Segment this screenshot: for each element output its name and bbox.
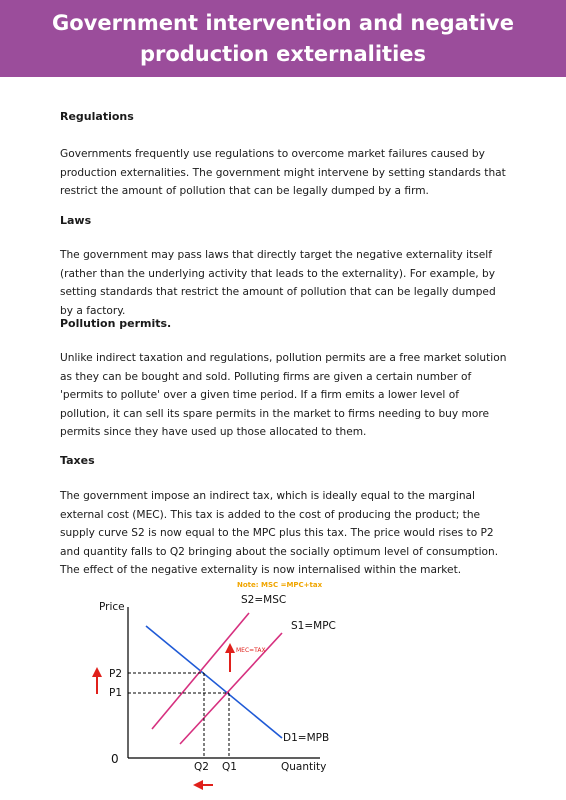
demand-curve-label: D1=MPB	[283, 732, 330, 744]
section-body-taxes: The government impose an indirect tax, which is ideally equal to the marginal external cost (MEC). This tax is added to the cost of producing the product; the supply curve S2 is now equal to the MPC plus this tax. The price would rises to P2 and quantity falls to Q2 bringing about the socially optimum level of consumption. The effect of the negative externality is now internalised within the market.	[60, 490, 499, 577]
supply-curve-s2-msc	[152, 613, 249, 729]
section-heading-regulations: Regulations	[60, 110, 134, 123]
s2-curve-label: S2=MSC	[241, 594, 287, 606]
section-heading-pollution-permits: Pollution permits.	[60, 317, 172, 330]
mec-tax-label: MEC=TAX	[236, 647, 266, 654]
section-body-laws: The government may pass laws that directly target the negative externality itself (rather than the underlying activity that leads to the externality). For example, by setting standards that restrict the amount of pollution that can be legally dumped by a factory.	[60, 249, 496, 317]
x-axis-label: Quantity	[281, 761, 327, 773]
q1-label: Q1	[222, 761, 237, 773]
tax-note: Note: MSC =MPC+tax	[237, 581, 323, 589]
page-title-line-1: Government intervention and negative	[52, 11, 514, 35]
y-axis-label: Price	[99, 601, 125, 613]
s1-curve-label: S1=MPC	[291, 620, 336, 632]
section-body-pollution-permits: Unlike indirect taxation and regulations, pollution permits are a free market solution as they can be bought and sold. Polluting firms are given a certain number of 'permits to pollute' over a given time period. If a firm emits a lower level of pollution, it can sell its spare permits in the market to firms needing to buy more permits since they have used up those allocated to them.	[60, 352, 507, 439]
section-body-regulations: Governments frequently use regulations to overcome market failures caused by production externalities. The government might intervene by setting standards that restrict the amount of pollution that can be legally dumped by a firm.	[60, 148, 506, 198]
p2-label: P2	[109, 668, 123, 680]
p1-label: P1	[109, 687, 123, 699]
page-title-line-2: production externalities	[139, 42, 427, 66]
demand-curve-d1-mpb	[146, 626, 282, 738]
origin-label: 0	[111, 752, 119, 766]
q2-label: Q2	[194, 761, 209, 773]
section-heading-taxes: Taxes	[60, 454, 95, 467]
section-heading-laws: Laws	[60, 214, 92, 227]
